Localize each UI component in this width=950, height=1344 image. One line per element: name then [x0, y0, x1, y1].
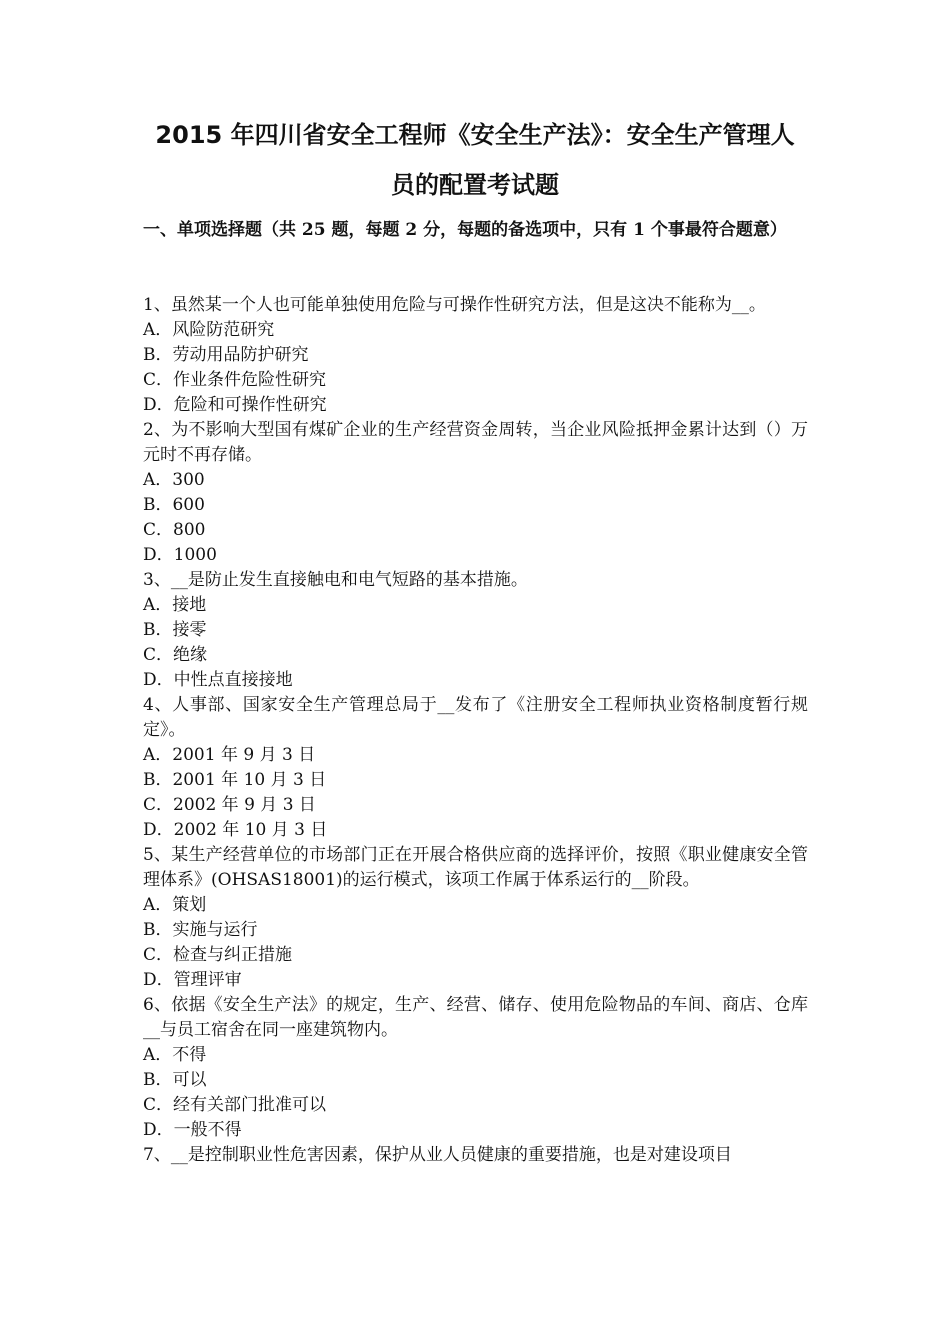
option-c: C．800	[143, 520, 206, 540]
option-b: B．可以	[143, 1070, 207, 1090]
option-d: D．危险和可操作性研究	[143, 395, 327, 415]
option-d: D．1000	[143, 545, 217, 565]
option-b: B．实施与运行	[143, 920, 258, 940]
document-title-line-1: 2015 年四川省安全工程师《安全生产法》：安全生产管理人	[155, 121, 795, 149]
question-4	[143, 693, 808, 843]
question-list	[143, 293, 808, 1168]
option-a: A．不得	[143, 1045, 207, 1065]
question-6	[143, 993, 808, 1143]
question-text: 4、人事部、国家安全生产管理总局于__发布了《注册安全工程师执业资格制度暂行规定》。	[143, 695, 808, 740]
question-text: 1、虽然某一个人也可能单独使用危险与可操作性研究方法，但是这决不能称为__。	[143, 295, 766, 315]
option-a: A．接地	[143, 595, 207, 615]
option-a: A．策划	[143, 895, 207, 915]
option-d: D．一般不得	[143, 1120, 242, 1140]
question-text: 5、某生产经营单位的市场部门正在开展合格供应商的选择评价，按照《职业健康安全管理体系》(OHSAS18001)的运行模式，该项工作属于体系运行的__阶段。	[143, 845, 808, 890]
document-title-line-2: 员的配置考试题	[391, 171, 559, 199]
option-b: B．2001 年 10 月 3 日	[143, 770, 327, 790]
option-d: D．中性点直接接地	[143, 670, 293, 690]
option-d: D．2002 年 10 月 3 日	[143, 820, 328, 840]
option-c: C．绝缘	[143, 645, 208, 665]
option-c: C．检查与纠正措施	[143, 945, 293, 965]
question-2	[143, 418, 808, 568]
question-text: 3、__是防止发生直接触电和电气短路的基本措施。	[143, 570, 528, 590]
option-a: A．风险防范研究	[143, 320, 275, 340]
question-7	[143, 1143, 808, 1168]
option-a: A．300	[143, 470, 205, 490]
option-b: B．接零	[143, 620, 207, 640]
question-3	[143, 568, 808, 693]
option-d: D．管理评审	[143, 970, 242, 990]
question-text: 7、__是控制职业性危害因素，保护从业人员健康的重要措施，也是对建设项目	[143, 1145, 732, 1165]
question-5	[143, 843, 808, 993]
option-b: B．劳动用品防护研究	[143, 345, 309, 365]
option-c: C．2002 年 9 月 3 日	[143, 795, 316, 815]
section-heading: 一、单项选择题（共 25 题，每题 2 分，每题的备选项中，只有 1 个事最符合题意）	[143, 220, 787, 240]
option-a: A．2001 年 9 月 3 日	[143, 745, 316, 765]
option-c: C．经有关部门批准可以	[143, 1095, 327, 1115]
option-c: C．作业条件危险性研究	[143, 370, 327, 390]
question-1	[143, 293, 808, 418]
option-b: B．600	[143, 495, 205, 515]
question-text: 2、为不影响大型国有煤矿企业的生产经营资金周转，当企业风险抵押金累计达到（）万元时不再存储。	[143, 420, 808, 465]
question-text: 6、依据《安全生产法》的规定，生产、经营、储存、使用危险物品的车间、商店、仓库__与员工宿舍在同一座建筑物内。	[143, 995, 808, 1040]
